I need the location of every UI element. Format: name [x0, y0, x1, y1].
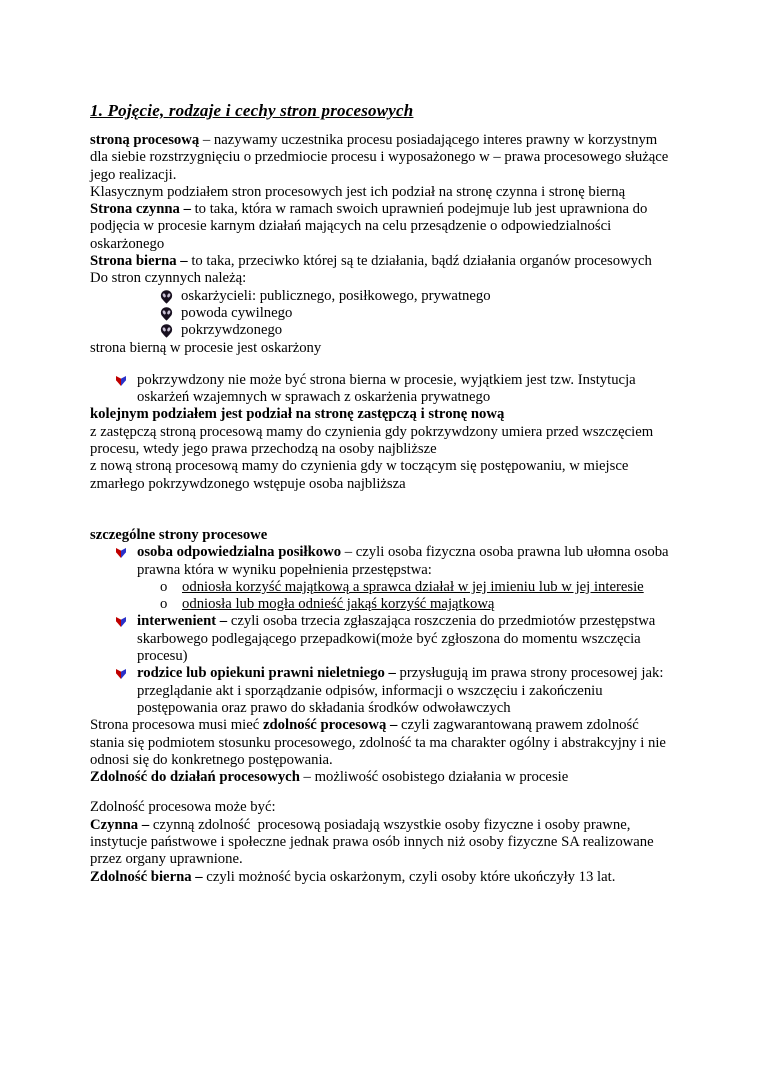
list-item — [90, 305, 670, 322]
blank-line — [90, 357, 670, 372]
text-run: stroną procesową — [90, 132, 200, 148]
text-run: zdolność procesową – — [262, 717, 401, 734]
text-run: osoba odpowiedzialna posiłkowo — [137, 544, 342, 561]
text-run: – możliwość osobistego działania w procesie — [299, 769, 569, 786]
text-run: Zdolność do działań procesowych — [90, 769, 300, 786]
arrow-list-item — [90, 613, 670, 665]
list-item-text — [137, 613, 670, 665]
paragraph-oskarzony: strona bierną w procesie jest oskarżony — [90, 339, 322, 356]
text-run: to taka, która w ramach swoich uprawnień podejmuje lub jest uprawniona do podjęcia w procesie karnym działań mających na celu przesądzenie o odpowiedzialności oskarżonego — [90, 201, 652, 252]
paragraph-zdolnosc-dzialan — [90, 769, 670, 786]
paragraph-do-stron-czynnych: Do stron czynnych należą: — [90, 270, 247, 287]
list-item-text: powoda cywilnego — [181, 304, 293, 321]
arrow-list-item — [90, 372, 670, 407]
circle-bullet: o — [160, 578, 168, 595]
document-title: 1. Pojęcie, rodzaje i cechy stron procesowych — [90, 101, 414, 120]
text-run: – czyli osoba fizyczna osoba prawna lub ułomna osoba prawna która w wyniku popełnienia przestępstwa: — [137, 544, 673, 578]
alien-head-icon — [160, 288, 174, 304]
paragraph-zastepcza: z zastępczą stroną procesową mamy do czynienia gdy pokrzywdzony umiera przed wszczęciem procesu, wtedy jego prawa przechodzą na osoby najbliższe — [90, 423, 657, 458]
paragraph-strona-czynna — [90, 201, 670, 253]
text-run: czyli możność bycia oskarżonym, czyli osoby które ukończyły 13 lat. — [206, 868, 616, 885]
down-arrow-icon — [115, 544, 128, 559]
text-run: Strona bierna – — [90, 253, 192, 270]
arrow-list-item — [90, 665, 670, 717]
text-run: rodzice lub opiekuni prawni nieletniego – — [137, 665, 400, 682]
paragraph-szczegolne-strony: szczególne strony procesowe — [90, 526, 268, 543]
circle-bullet: o — [160, 596, 168, 613]
alien-head-icon — [160, 305, 174, 321]
paragraph-strona-bierna — [90, 253, 670, 270]
down-arrow-icon — [115, 613, 128, 628]
text-run: czyli osoba trzecia zgłaszająca roszczenia do przedmiotów przestępstwa skarbowego podlegającego przepadkowi(może być zgłoszona do momentu wszczęcia procesu) — [137, 613, 660, 665]
paragraph-kolejny-podzial: kolejnym podziałem jest podział na stronę zastępczą i stronę nową — [90, 406, 505, 423]
paragraph-czynna — [90, 817, 670, 869]
sub-list-item — [90, 596, 670, 613]
text-run: to taka, przeciwko której są te działania, bądź działania organów procesowych — [191, 253, 652, 270]
text-run: interwenient – — [137, 613, 231, 630]
list-item — [90, 322, 670, 339]
list-item-text — [137, 665, 670, 717]
arrow-list-item — [90, 544, 673, 579]
list-item-text — [137, 544, 673, 579]
down-arrow-icon — [115, 372, 128, 387]
down-arrow-icon — [115, 665, 128, 680]
blank-line — [90, 786, 670, 799]
text-run: Strona czynna – — [90, 201, 195, 218]
paragraph-moze-byc: Zdolność procesowa może być: — [90, 799, 276, 816]
sub-list-item-text: odniosła lub mogła odnieść jakąś korzyść majątkową — [182, 596, 495, 613]
list-item — [90, 288, 670, 305]
alien-head-icon — [160, 322, 174, 338]
list-item-text: pokrzywdzony nie może być strona bierna w procesie, wyjątkiem jest tzw. Instytucja oskarżeń wzajemnych w sprawach z oskarżenia prywatnego — [137, 371, 640, 406]
sub-list-item — [90, 579, 670, 596]
list-item-text: pokrzywdzonego — [181, 322, 283, 339]
paragraph-strona-procesowa — [90, 132, 670, 184]
list-item-text: oskarżycieli: publicznego, posiłkowego, prywatnego — [181, 287, 491, 304]
text-run: czyli zagwarantowaną prawem zdolność stania się podmiotem stosunku procesowego, zdolność ta ma charakter ogólny i abstrakcyjny i nie odnosi się do konkretnego postępowania. — [90, 717, 670, 768]
text-run: czynną zdolność procesową posiadają wszystkie osoby fizyczne i osoby prawne, instytucje państwowe i społeczne jednak prawa osób innych niż osoby fizyczne SA realizowane przez organy uprawnione. — [90, 816, 658, 868]
blank-line — [90, 493, 670, 527]
text-run: Zdolność bierna – — [90, 868, 207, 885]
text-run: – nazywamy uczestnika procesu posiadającego interes prawny w korzystnym dla siebie rozstrzygnięciu o przedmiocie procesu i wyposażonego w – prawa procesowego służące jego realizacji. — [90, 132, 672, 183]
paragraph-zdolnosc-procesowa — [90, 717, 670, 769]
paragraph-klasyczny-podzial: Klasycznym podziałem stron procesowych jest ich podział na stronę czynna i stronę bierną — [90, 183, 626, 200]
sub-list-item-text: odniosła korzyść majątkową a sprawca działał w jej imieniu lub w jej interesie — [182, 578, 644, 595]
text-run: przysługują im prawa strony procesowej jak: przeglądanie akt i sporządzanie odpisów, informacji o wszczęciu i zakończeniu postępowania oraz prawo do składania środków odwoławczych — [137, 665, 668, 716]
text-run: Czynna – — [90, 816, 153, 833]
text-run: Strona procesowa musi mieć — [90, 717, 263, 734]
paragraph-nowa: z nową stroną procesową mamy do czynienia gdy w toczącym się postępowaniu, w miejsce zmarłego pokrzywdzonego wstępuje osoba najbliższa — [90, 458, 633, 492]
paragraph-zdolnosc-bierna — [90, 869, 670, 886]
